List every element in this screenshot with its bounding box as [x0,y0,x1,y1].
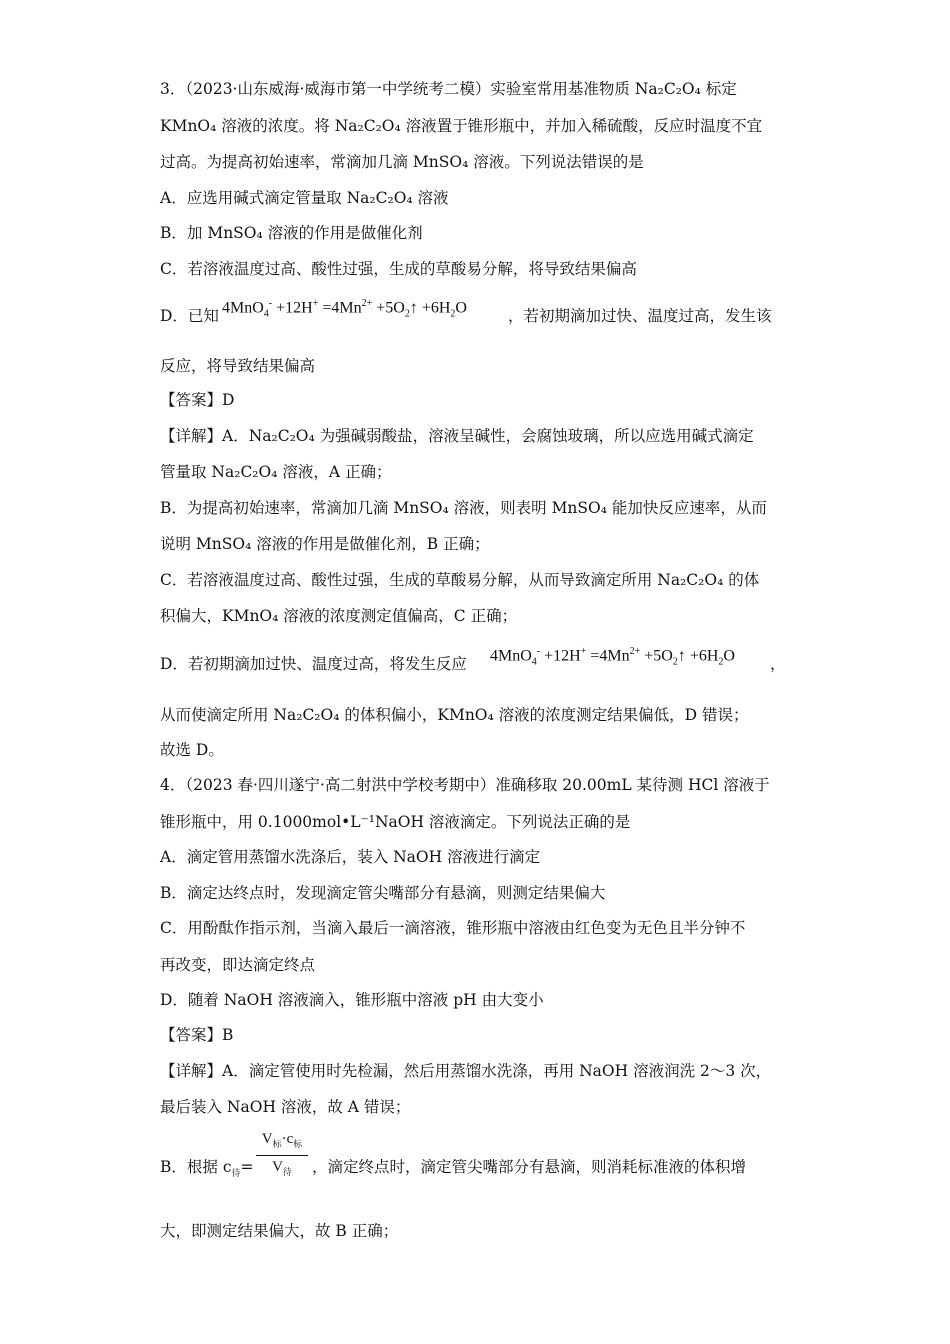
q3-detail-line-7-prefix: D．若初期滴加过快、温度过高，将发生反应 [160,655,467,673]
q3-detail-line-7-suffix: ， [770,655,786,673]
fraction-bar [256,1155,308,1156]
q4-detail-b-prefix: B．根据 $c_待=$ [160,1158,254,1180]
q4-detail-line-2: 最后装入 NaOH 溶液，故 A 错误； [160,1098,411,1116]
q3-option-d-continuation: 反应，将导致结果偏高 [160,357,316,375]
q3-stem-line-2: KMnO₄ 溶液的浓度。将 Na₂C₂O₄ 溶液置于锥形瓶中，并加入稀硫酸，反应时温度不宜 [160,117,763,135]
q3-answer: 【答案】D [160,391,235,409]
q3-option-c: C．若溶液温度过高、酸性过强，生成的草酸易分解，将导致结果偏高 [160,260,637,278]
q3-option-b: B．加 MnSO₄ 溶液的作用是做催化剂 [160,224,423,242]
q4-option-d: D．随着 NaOH 溶液滴入，锥形瓶中溶液 pH 由大变小 [160,991,544,1009]
q3-option-a: A．应选用碱式滴定管量取 Na₂C₂O₄ 溶液 [160,189,449,207]
q4-formula-fraction [256,1130,308,1181]
q4-stem-line-2: 锥形瓶中，用 0.1000mol•L⁻¹NaOH 溶液滴定。下列说法正确的是 [160,813,631,831]
q4-answer: 【答案】B [160,1026,234,1044]
q3-detail-line-8: 从而使滴定所用 Na₂C₂O₄ 的体积偏小，KMnO₄ 溶液的浓度测定结果偏低，D 错误； [160,706,749,724]
q3-option-d-suffix: ，若初期滴加过快、温度过高，发生该 [508,307,772,325]
q3-detail-line-4: 说明 MnSO₄ 溶液的作用是做催化剂，B 正确； [160,535,490,553]
q3-option-d-equation: $4MnO_4^- +12H^+ =4Mn^{2+}$ $+5O_2↑ +6H_2O$ [222,298,467,320]
q3-detail-line-1: 【详解】A．Na₂C₂O₄ 为强碱弱酸盐，溶液呈碱性，会腐蚀玻璃，所以应选用碱式滴定 [160,427,754,445]
q3-detail-line-3: B．为提高初始速率，常滴加几滴 MnSO₄ 溶液，则表明 MnSO₄ 能加快反应速率，从而 [160,499,767,517]
q4-stem-line-1: 4．（2023 春·四川遂宁·高二射洪中学校考期中）准确移取 20.00mL 某待测 HCl 溶液于 [160,776,770,794]
q3-detail-line-6: 积偏大，KMnO₄ 溶液的浓度测定值偏高，C 正确； [160,607,518,625]
q4-detail-b-suffix: ，滴定终点时，滴定管尖嘴部分有悬滴，则消耗标准液的体积增 [312,1158,747,1176]
q4-option-a: A．滴定管用蒸馏水洗涤后，装入 NaOH 溶液进行滴定 [160,848,541,866]
q3-stem-line-1: 3．（2023·山东威海·威海市第一中学统考二模）实验室常用基准物质 Na₂C₂O₄ 标定 [160,80,737,98]
q3-stem-line-3: 过高。为提高初始速率，常滴加几滴 MnSO₄ 溶液。下列说法错误的是 [160,153,644,171]
q4-option-c-line-2: 再改变，即达滴定终点 [160,956,316,974]
q4-detail-line-1: 【详解】A．滴定管使用时先检漏，然后用蒸馏水洗涤，再用 NaOH 溶液润洗 2～3 次， [160,1062,772,1080]
q4-detail-b-continuation: 大，即测定结果偏大，故 B 正确； [160,1222,399,1240]
q3-option-d-prefix: D．已知 [160,307,219,325]
fraction-denominator: $V_待$ [272,1159,292,1177]
q3-detail-line-9: 故选 D。 [160,741,224,759]
q3-detail-line-5: C．若溶液温度过高、酸性过强，生成的草酸易分解，从而导致滴定所用 Na₂C₂O₄ 的体 [160,571,760,589]
q3-detail-line-2: 管量取 Na₂C₂O₄ 溶液，A 正确； [160,463,392,481]
fraction-numerator: $V_标\cdot c_标$ [261,1131,303,1149]
q4-option-c-line-1: C．用酚酞作指示剂，当滴入最后一滴溶液，锥形瓶中溶液由红色变为无色且半分钟不 [160,919,746,937]
q3-detail-equation: $4MnO_4^- +12H^+ =4Mn^{2+}$ $+5O_2↑ +6H_2O$ [490,646,735,668]
q4-option-b: B．滴定达终点时，发现滴定管尖嘴部分有悬滴，则测定结果偏大 [160,884,606,902]
